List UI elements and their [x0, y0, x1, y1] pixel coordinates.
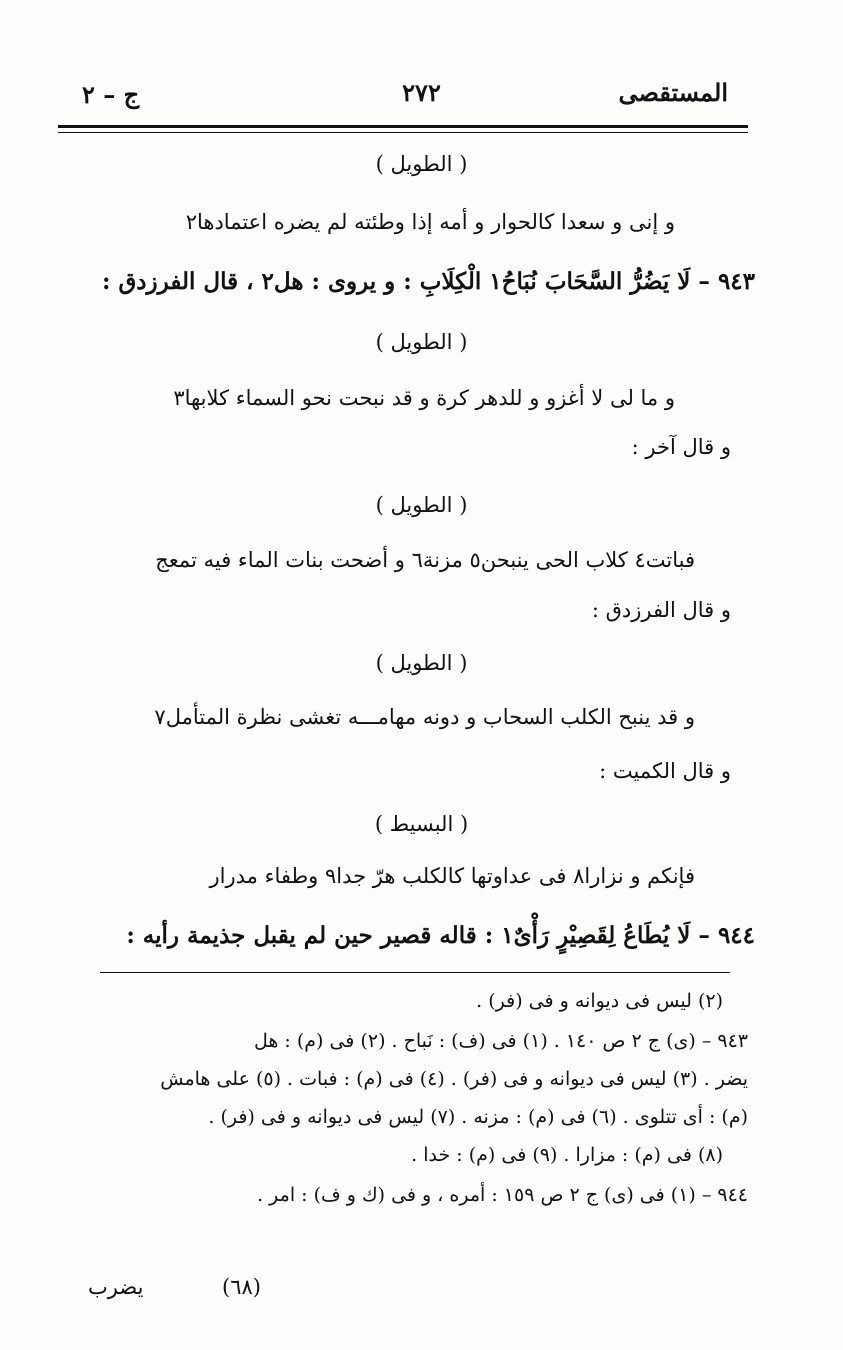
meter-label: ( البسيط )	[374, 812, 469, 836]
header-rule-thick	[58, 125, 748, 128]
attribution-line: و قال الفرزدق :	[591, 598, 731, 622]
footnote-rule	[100, 972, 730, 973]
attribution-line: و قال آخر :	[631, 435, 731, 459]
proverb-944: ٩٤٤ – لَا يُطَاعُ لِقَصِيْرٍ رَأْىٌ١ : قاله قصير حين لم يقبل جذيمة رأيه :	[126, 922, 755, 949]
verse-line: و قد ينبح الكلب السحاب و دونه مهامـــه تغشى نظرة المتأمل٧	[154, 705, 695, 729]
meter-label: ( الطويل )	[375, 152, 468, 176]
footnote-line: (٢) ليس فى ديوانه و فى (فر) .	[476, 990, 723, 1012]
footnote-line: (٨) فى (م) : مزارا . (٩) فى (م) : خدا .	[411, 1144, 723, 1166]
footnote-line: يضر . (٣) ليس فى ديوانه و فى (فر) . (٤) فى (م) : فبات . (٥) على هامش	[160, 1068, 748, 1090]
footnote-line: ٩٤٣ – (ى) ج ٢ ص ١٤٠ . (١) فى (ف) : نَباح . (٢) فى (م) : هل	[253, 1030, 748, 1052]
meter-label: ( الطويل )	[375, 330, 468, 354]
attribution-line: و قال الكميت :	[599, 759, 731, 783]
sheet-number: (٦٨)	[222, 1275, 261, 1299]
verse-line: فإنكم و نزارا٨ فى عداوتها كالكلب هرّ جدا٩ وطفاء مدرار	[209, 864, 695, 888]
meter-label: ( الطويل )	[375, 651, 468, 675]
meter-label: ( الطويل )	[375, 493, 468, 517]
proverb-943: ٩٤٣ – لَا يَضُرُّ السَّحَابَ نُبَاحُ١ الْكِلَابِ : و يروى : هل٢ ، قال الفرزدق :	[101, 268, 755, 295]
catchword: يضرب	[88, 1275, 144, 1299]
verse-line: فباتت٤ كلاب الحى ينبحن٥ مزنة٦ و أضحت بنات الماء فيه تمعج	[155, 548, 695, 572]
header-page-number: ٢٧٢	[402, 78, 441, 107]
footnote-line: ٩٤٤ – (١) فى (ى) ج ٢ ص ١٥٩ : أمره ، و فى (ك و ف) : امر .	[257, 1184, 748, 1206]
verse-line: و ما لى لا أغزو و للدهر كرة و قد نبحت نحو السماء كلابها٣	[173, 386, 675, 410]
header-book-title: المستقصى	[618, 78, 728, 107]
verse-line: و إنى و سعدا كالحوار و أمه إذا وطئته لم يضره اعتمادها٢	[185, 210, 675, 234]
footnote-line: (م) : أى تتلوى . (٦) فى (م) : مزنه . (٧) ليس فى ديوانه و فى (فر) .	[208, 1106, 748, 1128]
header-rule-thin	[58, 132, 748, 133]
header-volume: ج – ٢	[82, 80, 140, 109]
